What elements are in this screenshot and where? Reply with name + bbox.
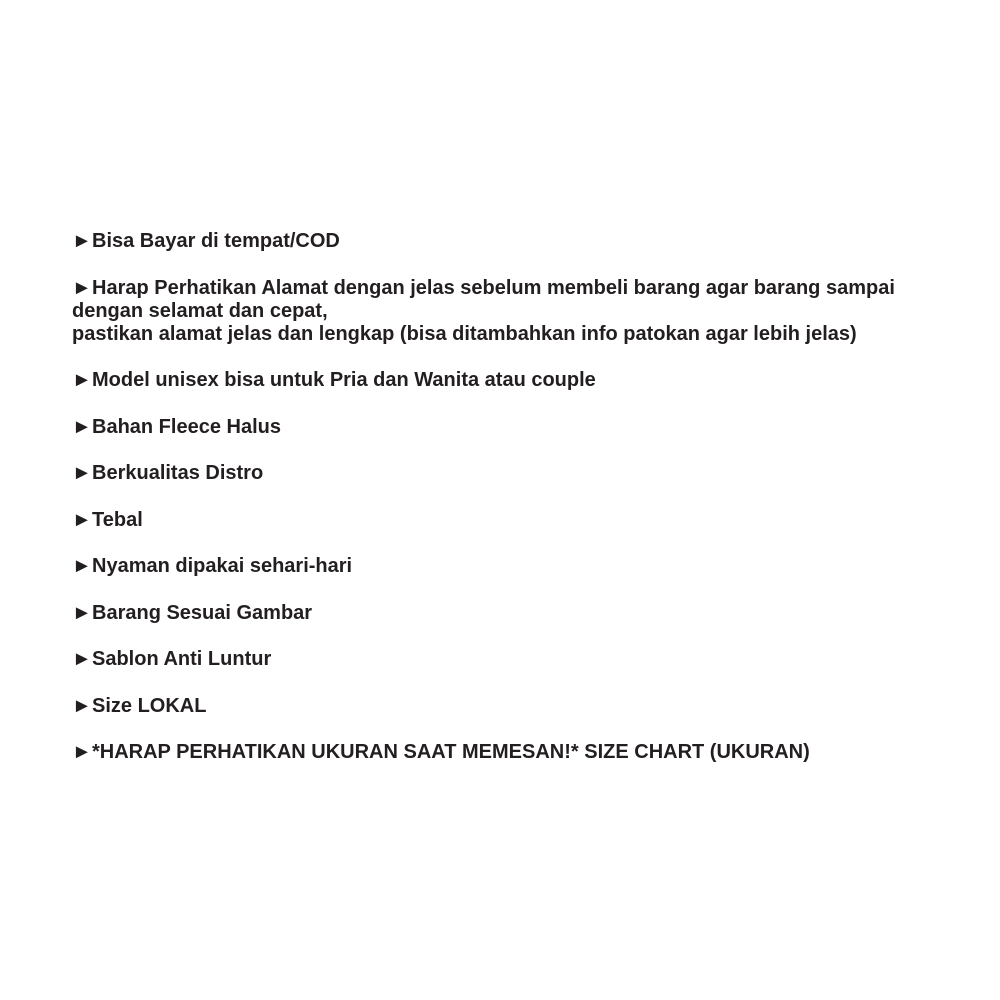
list-item-cod	[72, 230, 972, 253]
list-item-address	[72, 277, 972, 346]
list-item-size-chart-warning	[72, 741, 972, 764]
bullet-arrow-icon: ►	[72, 508, 92, 531]
item-text: Harap Perhatikan Alamat dengan jelas sebelum membeli barang agar barang sampai	[92, 276, 895, 299]
list-item-material	[72, 416, 972, 439]
item-text: Model unisex bisa untuk Pria dan Wanita atau couple	[92, 369, 596, 391]
list-item-size	[72, 695, 972, 718]
item-text: Tebal	[92, 508, 143, 531]
item-text-continuation: dengan selamat dan cepat,	[72, 299, 328, 322]
bullet-arrow-icon: ►	[72, 694, 92, 717]
bullet-arrow-icon: ►	[72, 741, 92, 763]
bullet-arrow-icon: ►	[72, 555, 92, 577]
bullet-arrow-icon: ►	[72, 230, 92, 252]
bullet-arrow-icon: ►	[72, 369, 92, 391]
bullet-arrow-icon: ►	[72, 462, 92, 484]
product-description	[72, 230, 972, 788]
bullet-arrow-icon: ►	[72, 415, 92, 438]
list-item-as-pictured	[72, 602, 972, 625]
item-text: Bisa Bayar di tempat/COD	[92, 230, 340, 252]
item-text: Barang Sesuai Gambar	[92, 601, 313, 624]
list-item-comfort	[72, 555, 972, 578]
bullet-arrow-icon: ►	[72, 601, 92, 624]
item-text: *HARAP PERHATIKAN UKURAN SAAT MEMESAN!* SIZE CHART (UKURAN)	[92, 741, 810, 763]
list-item-thick	[72, 509, 972, 532]
item-text: Size LOKAL	[92, 694, 207, 717]
item-text: Nyaman dipakai sehari-hari	[92, 555, 353, 577]
item-text: Bahan Fleece Halus	[92, 415, 281, 438]
item-text-continuation: pastikan alamat jelas dan lengkap (bisa ditambahkan info patokan agar lebih jelas)	[72, 322, 857, 345]
list-item-print	[72, 648, 972, 671]
bullet-arrow-icon: ►	[72, 276, 92, 299]
list-item-unisex	[72, 369, 972, 392]
item-text: Sablon Anti Luntur	[92, 648, 272, 670]
bullet-arrow-icon: ►	[72, 648, 92, 670]
item-text: Berkualitas Distro	[92, 462, 264, 484]
list-item-quality	[72, 462, 972, 485]
